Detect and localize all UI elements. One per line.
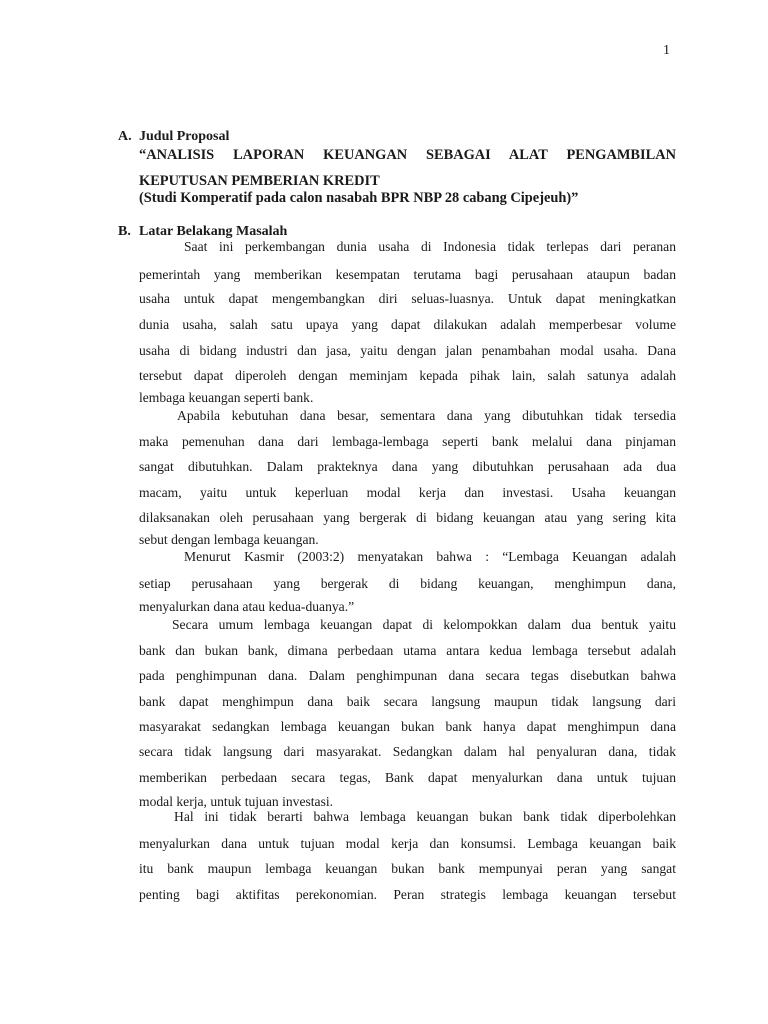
paragraph-line: Hal ini tidak berarti bahwa lembaga keuangan bukan bank tidak diperbolehkan <box>174 809 676 824</box>
paragraph-line: setiap perusahaan yang bergerak di bidang keuangan, menghimpun dana, <box>139 576 676 591</box>
paragraph-line: pada penghimpunan dana. Dalam penghimpunan dana secara tegas disebutkan bahwa <box>139 668 676 683</box>
paragraph-line: dilaksanakan oleh perusahaan yang bergerak di bidang keuangan atau yang sering kita <box>139 510 676 525</box>
paragraph-line: tersebut dapat diperoleh dengan meminjam kepada pihak lain, salah satunya adalah <box>139 368 676 383</box>
paragraph-line: macam, yaitu untuk keperluan modal kerja dan investasi. Usaha keuangan <box>139 485 676 500</box>
paragraph-line: bank dan bukan bank, dimana perbedaan utama antara kedua lembaga tersebut adalah <box>139 643 676 658</box>
paragraph-line: modal kerja, untuk tujuan investasi. <box>139 794 334 809</box>
paragraph-line: memberikan perbedaan secara tegas, Bank dapat menyalurkan dana untuk tujuan <box>139 770 676 785</box>
page-number: 1 <box>663 43 670 58</box>
proposal-title-line: “ANALISIS LAPORAN KEUANGAN SEBAGAI ALAT PENGAMBILAN <box>139 147 676 163</box>
paragraph-line: usaha di bidang industri dan jasa, yaitu dengan jalan penambahan modal usaha. Dana <box>139 343 676 358</box>
paragraph-line: menyalurkan dana atau kedua-duanya.” <box>139 599 355 614</box>
paragraph-line: usaha untuk dapat mengembangkan diri seluas-luasnya. Untuk dapat meningkatkan <box>139 291 676 306</box>
paragraph-line: Apabila kebutuhan dana besar, sementara dana yang dibutuhkan tidak tersedia <box>177 408 676 423</box>
paragraph-line: secara tidak langsung dari masyarakat. Sedangkan dalam hal penyaluran dana, tidak <box>139 744 676 759</box>
paragraph-line: masyarakat sedangkan lembaga keuangan bukan bank hanya dapat menghimpun dana <box>139 719 676 734</box>
proposal-subtitle-line: (Studi Komperatif pada calon nasabah BPR NBP 28 cabang Cipejeuh)” <box>139 190 579 206</box>
paragraph-line: Menurut Kasmir (2003:2) menyatakan bahwa : “Lembaga Keuangan adalah <box>184 549 676 564</box>
paragraph-line: menyalurkan dana untuk tujuan modal kerja dan konsumsi. Lembaga keuangan baik <box>139 836 676 851</box>
section-a-marker: A. <box>118 129 132 144</box>
paragraph-line: itu bank maupun lembaga keuangan bukan bank mempunyai peran yang sangat <box>139 861 676 876</box>
paragraph-line: lembaga keuangan seperti bank. <box>139 390 314 405</box>
paragraph-line: maka pemenuhan dana dari lembaga-lembaga seperti bank melalui dana pinjaman <box>139 434 676 449</box>
paragraph-line: dunia usaha, salah satu upaya yang dapat dilakukan adalah memperbesar volume <box>139 317 676 332</box>
paragraph-line: sebut dengan lembaga keuangan. <box>139 532 319 547</box>
paragraph-line: Secara umum lembaga keuangan dapat di kelompokkan dalam dua bentuk yaitu <box>172 617 676 632</box>
section-b-marker: B. <box>118 224 131 239</box>
paragraph-line: pemerintah yang memberikan kesempatan terutama bagi perusahaan ataupun badan <box>139 267 676 282</box>
paragraph-line: bank dapat menghimpun dana baik secara langsung maupun tidak langsung dari <box>139 694 676 709</box>
proposal-title-line: KEPUTUSAN PEMBERIAN KREDIT <box>139 173 380 189</box>
section-b-heading: Latar Belakang Masalah <box>139 224 288 239</box>
paragraph-line: penting bagi aktifitas perekonomian. Peran strategis lembaga keuangan tersebut <box>139 887 676 902</box>
paragraph-line: Saat ini perkembangan dunia usaha di Indonesia tidak terlepas dari peranan <box>184 239 676 254</box>
paragraph-line: sangat dibutuhkan. Dalam prakteknya dana yang dibutuhkan perusahaan ada dua <box>139 459 676 474</box>
section-a-heading: Judul Proposal <box>139 129 230 144</box>
